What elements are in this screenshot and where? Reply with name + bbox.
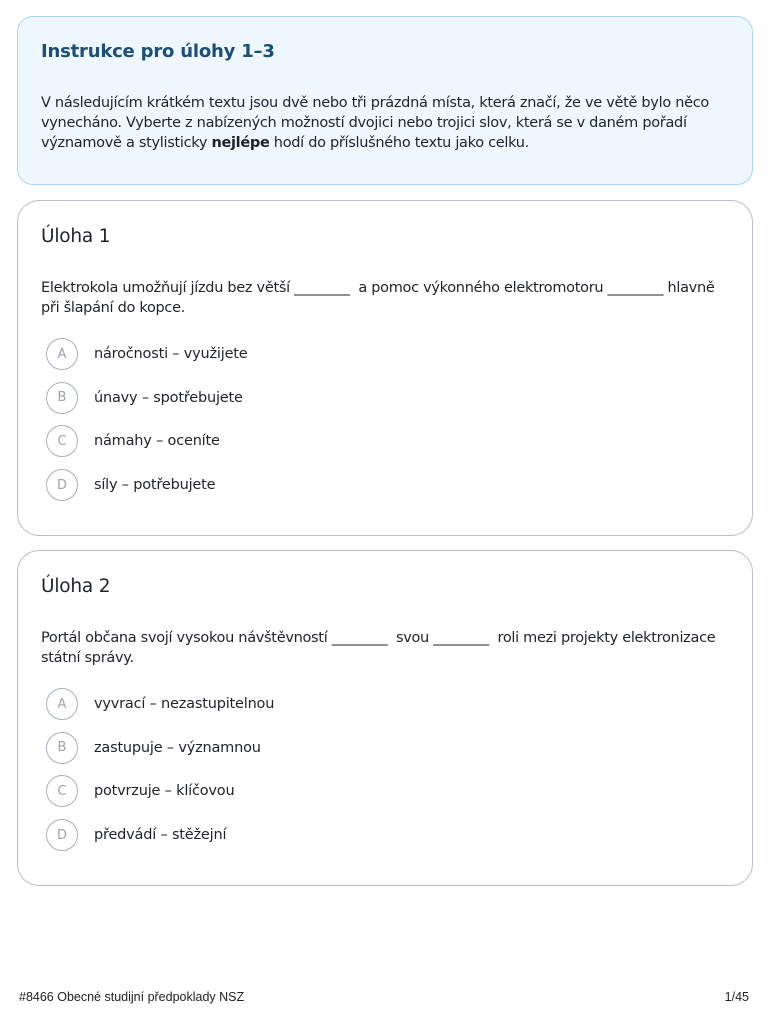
footer-page-number: 1/45: [724, 990, 749, 1004]
instructions-text-after: hodí do příslušného textu jako celku.: [269, 135, 529, 151]
instructions-text-before: V následujícím krátkém textu jsou dvě nebo tři prázdná místa, která značí, že ve větě bylo něco vynecháno. Vyberte z nabízených možností dvojici nebo trojici slov, která se v daném pořadí významově a stylisticky: [41, 95, 709, 151]
option-letter-c[interactable]: C: [46, 775, 78, 807]
option-text-c: potvrzuje – klíčovou: [94, 783, 235, 800]
answer-option-b[interactable]: [41, 382, 730, 414]
option-text-d: předvádí – stěžejní: [94, 827, 227, 844]
option-text-c: námahy – oceníte: [94, 433, 220, 450]
option-letter-a[interactable]: A: [46, 688, 78, 720]
answer-option-b[interactable]: [41, 732, 730, 764]
option-letter-d[interactable]: D: [46, 819, 78, 851]
answer-option-a[interactable]: [41, 688, 730, 720]
option-letter-a[interactable]: A: [46, 338, 78, 370]
answer-option-d[interactable]: [41, 469, 730, 501]
option-text-d: síly – potřebujete: [94, 477, 216, 494]
task-question: Portál občana svojí vysokou návštěvností ________ svou ________ roli mezi projekty elektronizace státní správy.: [41, 630, 720, 666]
option-text-a: vyvrací – nezastupitelnou: [94, 696, 275, 712]
task-title: Úloha 2: [41, 576, 111, 597]
answer-option-a[interactable]: [41, 338, 730, 370]
answer-option-c[interactable]: [41, 425, 730, 457]
answer-option-d[interactable]: [41, 819, 730, 851]
answer-option-c[interactable]: [41, 775, 730, 807]
option-text-b: únavy – spotřebujete: [94, 389, 243, 406]
option-text-b: zastupuje – významnou: [94, 739, 261, 756]
task-card-2: [17, 550, 753, 886]
option-letter-c[interactable]: C: [46, 425, 78, 457]
option-text-a: náročnosti – využijete: [94, 346, 248, 362]
instructions-text-bold: nejlépe: [211, 135, 270, 151]
task-card-1: [17, 200, 753, 536]
option-letter-b[interactable]: B: [46, 732, 78, 764]
instructions-box: [17, 16, 753, 185]
answer-options: [41, 338, 730, 501]
option-letter-b[interactable]: B: [46, 382, 78, 414]
instructions-title: Instrukce pro úlohy 1–3: [41, 41, 275, 62]
instructions-text: [41, 93, 730, 153]
footer-test-name: #8466 Obecné studijní předpoklady NSZ: [19, 990, 245, 1004]
option-letter-d[interactable]: D: [46, 469, 78, 501]
task-title: Úloha 1: [41, 226, 111, 247]
task-question: Elektrokola umožňují jízdu bez větší ________ a pomoc výkonného elektromotoru ________ hlavně při šlapání do kopce.: [41, 280, 719, 316]
answer-options: [41, 688, 730, 851]
